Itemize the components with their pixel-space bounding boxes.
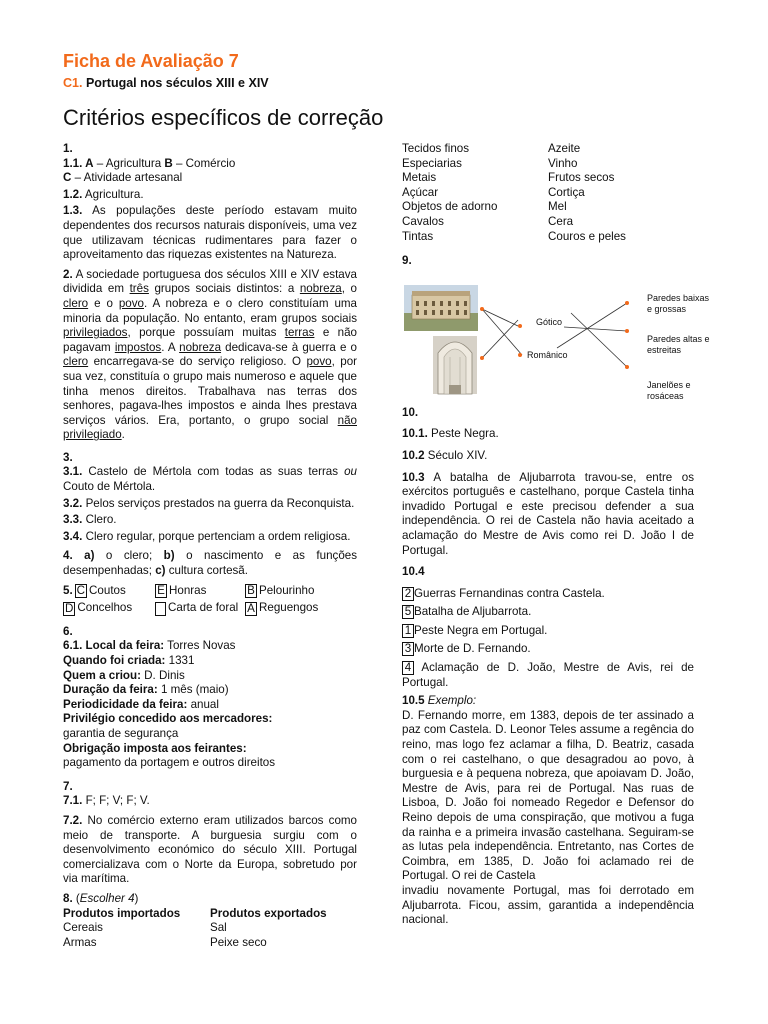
- q1-3: 1.3. As populações deste período estavam muito dependentes dos recursos naturais disponíveis, uma vez que utilizavam técnicas rudimentares para fazer o aproveitamento das riquezas existentes na Natureza.: [63, 204, 357, 262]
- q10-4-item: 3 Morte de D. Fernando.: [402, 642, 694, 657]
- label-janeloes: Janelões e: [647, 379, 691, 390]
- q8-row: Cavalos Cera: [402, 214, 574, 228]
- q6-duracao: Duração da feira: 1 mês (maio): [63, 683, 229, 697]
- worksheet-title: Ficha de Avaliação 7: [63, 51, 239, 71]
- q10-4-item: 5 Batalha de Aljubarrota.: [402, 605, 694, 620]
- q6-local: 6.1. Local da feira: Torres Novas: [63, 639, 236, 653]
- q5-box-c: C: [76, 583, 86, 597]
- q10-1: 10.1. Peste Negra.: [402, 427, 499, 441]
- q8-row: Objetos de adorno Mel: [402, 200, 567, 214]
- q10-5-text-2: invadiu novamente Portugal, mas foi derrotado em Aljubarrota. Ficou, assim, garantida a independência nacional.: [402, 883, 694, 927]
- q7-2: 7.2. No comércio externo eram utilizados barcos como meio de transporte. A burguesia surgiu com o desenvolvimento económico do século XIII. Portugal comercializava com o Norte da Europa, sobretudo por via marítima.: [63, 813, 357, 886]
- q5-row-1: [63, 584, 357, 599]
- q2-answer: 2. A sociedade portuguesa dos séculos XIII e XIV estava dividida em três grupos sociais distintos: a nobreza, o clero e o povo. A nobreza e o clero constituíam uma minoria da população. No entanto, eram grupos sociais privilegiados, porque possuíam muitas terras e não pagavam impostos. A nobreza dedicava-se à guerra e o clero encarregava-se do serviço religioso. O povo, por sua vez, constituía o grupo mais numeroso e aquele que tinha menos direitos. Trabalhava nas terras dos senhores, pagava-lhes impostos e ainda lhes prestava serviços vários. Era, portanto, o grupo social não privilegiado.: [63, 267, 358, 442]
- q10-4-item: 1 Peste Negra em Portugal.: [402, 624, 694, 639]
- q6-quem: Quem a criou: D. Dinis: [63, 668, 185, 682]
- q8-row: Metais Frutos secos: [402, 171, 615, 185]
- cathedral-photo: [433, 336, 477, 394]
- q5-box-d: D: [65, 601, 74, 615]
- q10-5-header: 10.5 Exemplo:: [402, 694, 477, 708]
- q9-number: 9.: [402, 254, 412, 268]
- q10-5-text: D. Fernando morre, em 1383, depois de ter assinado a paz com Castela. D. Leonor Teles assume a regência do reino, mas logo fez aclamar a filha, D. Beatriz, casada com o rei castelhano, o que desagradou ao povo, à burguesia e à pequena nobreza, que apoiavam D. João, Mestre de Avis, para rei de Portugal. Nas ruas de Lisboa, D. João foi nomeado Regedor e Defensor do Reino depois de uma conspiração, que motivou a fuga da rainha e a primeira invasão castelhana. Seguiram-se as lutas pela independência. Entretanto, nas Cortes de Coimbra, em 1385, D. João foi aclamado rei de Portugal. O rei de Castela: [402, 708, 694, 883]
- q5-label-pelourinho: Pelourinho: [259, 583, 315, 597]
- subtitle: [63, 75, 269, 91]
- q5-box-empty: [155, 602, 166, 616]
- left-column: [63, 142, 357, 950]
- q8-row: Tecidos finos Azeite: [402, 142, 581, 155]
- q6-privilegio-label: Privilégio concedido aos mercadores:: [63, 712, 273, 726]
- q5-label-carta-de-foral: Carta de foral: [168, 601, 239, 615]
- q3-2: 3.2. Pelos serviços prestados na guerra da Reconquista.: [63, 496, 355, 510]
- q8-row: Cereais Sal: [63, 921, 227, 935]
- q7-1: 7.1. F; F; V; F; V.: [63, 794, 150, 808]
- q6-criada: Quando foi criada: 1331: [63, 654, 195, 667]
- q5-label-honras: Honras: [169, 583, 207, 597]
- q10-4-item: 2 Guerras Fernandinas contra Castela.: [402, 587, 694, 602]
- q8-header-imported: Produtos importados: [63, 906, 181, 920]
- q3-1: 3.1. Castelo de Mértola com todas as suas terras ou Couto de Mértola.: [63, 465, 357, 494]
- q3-4: 3.4. Clero regular, porque pertenciam a ordem religiosa.: [63, 529, 351, 543]
- q8-row: Açúcar Cortiça: [402, 185, 585, 199]
- label-paredes-baixas-2: e grossas: [647, 303, 687, 314]
- chapter-title: Portugal nos séculos XIII e XIV: [85, 76, 269, 90]
- q5-box-a: A: [245, 602, 257, 616]
- q1-2: 1.2. Agricultura.: [63, 187, 144, 201]
- q4-answer: 4. a) o clero; b) o nascimento e as funções desempenhadas; c) cultura cortesã.: [63, 549, 358, 578]
- q8-row: Tintas Couros e peles: [402, 229, 626, 243]
- q8-row: Especiarias Vinho: [402, 156, 578, 170]
- q5-row-2: [63, 601, 357, 616]
- q10-4-number: 10.4: [402, 565, 425, 579]
- q10-2: 10.2 Século XIV.: [402, 448, 488, 462]
- q3-number: 3.: [63, 450, 73, 464]
- label-paredes-altas-2: estreitas: [647, 344, 682, 355]
- q3-3: 3.3. Clero.: [63, 513, 117, 527]
- q8-table-headers: [63, 907, 357, 922]
- q1-1-line1: 1.1. A – Agricultura B – Comércio: [63, 156, 236, 170]
- q6-periodicidade: Periodicidade da feira: anual: [63, 697, 219, 711]
- q6-privilegio-value: garantia de segurança: [63, 726, 179, 740]
- castle-photo: [404, 285, 478, 331]
- q7-number: 7.: [63, 779, 73, 793]
- label-janeloes-2: rosáceas: [647, 390, 684, 401]
- q5-box-e: E: [155, 584, 167, 598]
- right-column: [402, 142, 710, 928]
- q6-number: 6.: [63, 624, 73, 638]
- label-paredes-baixas: Paredes baixas: [647, 292, 710, 303]
- q8-header-exported: Produtos exportados: [210, 906, 327, 920]
- q1-1-line2: C – Atividade artesanal: [63, 171, 183, 185]
- q5-number: 5.: [63, 583, 73, 597]
- q10-number: 10.: [402, 405, 419, 419]
- q9-matching-figure: [402, 273, 732, 401]
- q5-label-reguengos: Reguengos: [259, 601, 319, 615]
- q1-number: 1.: [63, 142, 73, 155]
- q5-label-coutos: Coutos: [89, 583, 126, 597]
- q8-header: 8. (Escolher 4): [63, 891, 139, 905]
- chapter-code: C1.: [63, 76, 83, 90]
- page-heading: Critérios específicos de correção: [63, 105, 384, 130]
- q10-4-item: 4 Aclamação de D. João, Mestre de Avis, rei de Portugal.: [402, 661, 694, 689]
- label-romanico: Românico: [527, 349, 568, 360]
- q6-obrigacao-value: pagamento da portagem e outros direitos: [63, 756, 276, 770]
- label-paredes-altas: Paredes altas e: [647, 333, 710, 344]
- q8-row: Armas Peixe seco: [63, 935, 267, 949]
- q6-obrigacao-label: Obrigação imposta aos feirantes:: [63, 741, 247, 755]
- q5-label-concelhos: Concelhos: [77, 601, 133, 615]
- q5-box-b: B: [245, 584, 257, 598]
- label-gotico: Gótico: [536, 316, 563, 327]
- q10-3: 10.3 A batalha de Aljubarrota travou-se, entre os exércitos português e castelhano, porque Castela tinha invadido Portugal e este precisou defender a sua independência. O rei de Castela não havia aceitado a aclamação do Mestre de Avis como rei D. João I de Portugal.: [402, 470, 694, 557]
